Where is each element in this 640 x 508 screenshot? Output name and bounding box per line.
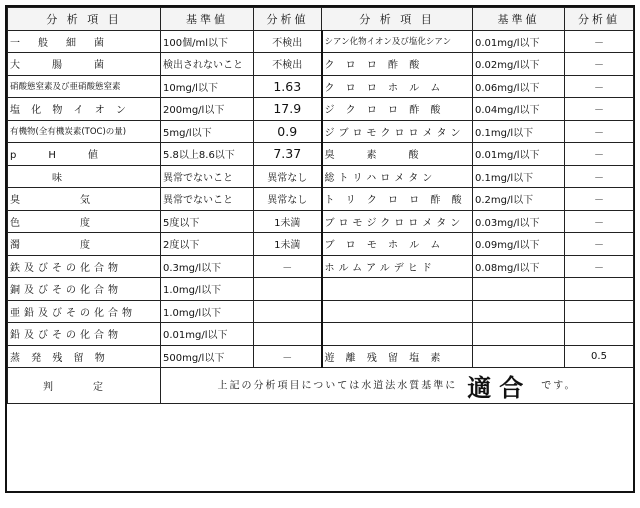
result-left-cell: 不検出 — [254, 53, 322, 76]
verdict-text-before: 上記の分析項目については水道法水質基準に — [217, 380, 458, 392]
table-row — [8, 345, 634, 368]
standard-right-cell: 0.2mg/l以下 — [473, 188, 565, 211]
item-right-cell: ブロモジクロロメタン — [322, 210, 473, 233]
header-row — [8, 8, 634, 31]
table-row — [8, 255, 634, 278]
result-right-cell — [565, 323, 634, 346]
item-right-cell: ホルムアルデヒド — [322, 255, 473, 278]
item-left-cell: 大 腸 菌 — [8, 53, 161, 76]
result-right-cell: － — [565, 255, 634, 278]
item-right-cell: ク ロ ロ 酢 酸 — [322, 53, 473, 76]
standard-right-cell: 0.03mg/l以下 — [473, 210, 565, 233]
table-row — [8, 323, 634, 346]
table-row — [8, 30, 634, 53]
item-left-cell: 臭 気 — [8, 188, 161, 211]
standard-right-cell: 0.09mg/l以下 — [473, 233, 565, 256]
standard-left-cell: 1.0mg/l以下 — [161, 278, 254, 301]
item-right-cell: ト リ ク ロ ロ 酢 酸 — [322, 188, 473, 211]
standard-left-cell: 5度以下 — [161, 210, 254, 233]
table-row — [8, 120, 634, 143]
result-left-cell — [254, 300, 322, 323]
item-right-cell — [322, 278, 473, 301]
item-right-cell: ジ ク ロ ロ 酢 酸 — [322, 98, 473, 121]
item-right-cell: シアン化物イオン及び塩化シアン — [322, 30, 473, 53]
result-right-cell: － — [565, 165, 634, 188]
water-quality-report — [5, 5, 635, 493]
standard-right-cell — [473, 278, 565, 301]
item-left-cell: 蒸 発 残 留 物 — [8, 345, 161, 368]
item-left-cell: 濁 度 — [8, 233, 161, 256]
standard-right-cell — [473, 323, 565, 346]
item-left-cell: 硝酸態窒素及び亜硝酸態窒素 — [8, 75, 161, 98]
result-right-cell: － — [565, 120, 634, 143]
item-right-cell: ク ロ ロ ホ ル ム — [322, 75, 473, 98]
item-left-cell: 塩 化 物 イ オ ン — [8, 98, 161, 121]
result-left-cell: 1未満 — [254, 233, 322, 256]
header-result-left: 分析値 — [254, 8, 322, 31]
result-right-cell — [565, 300, 634, 323]
result-right-cell: － — [565, 98, 634, 121]
table-row — [8, 143, 634, 166]
header-standard-right: 基準値 — [473, 8, 565, 31]
result-right-cell — [565, 278, 634, 301]
result-left-cell: 1未満 — [254, 210, 322, 233]
analysis-table — [7, 7, 634, 404]
standard-left-cell: 200mg/l以下 — [161, 98, 254, 121]
verdict-statement — [161, 368, 634, 404]
standard-left-cell: 1.0mg/l以下 — [161, 300, 254, 323]
standard-left-cell: 100個/ml以下 — [161, 30, 254, 53]
result-left-cell — [254, 323, 322, 346]
item-left-cell: 色 度 — [8, 210, 161, 233]
result-right-cell: － — [565, 188, 634, 211]
standard-left-cell: 10mg/l以下 — [161, 75, 254, 98]
item-left-cell: 銅及びその化合物 — [8, 278, 161, 301]
table-row — [8, 75, 634, 98]
standard-right-cell: 0.1mg/l以下 — [473, 120, 565, 143]
result-right-cell: － — [565, 30, 634, 53]
header-item-right: 分 析 項 目 — [322, 8, 473, 31]
table-row — [8, 300, 634, 323]
table-row — [8, 278, 634, 301]
standard-left-cell: 異常でないこと — [161, 188, 254, 211]
result-left-cell: 異常なし — [254, 165, 322, 188]
item-right-cell: ブ ロ モ ホ ル ム — [322, 233, 473, 256]
result-left-cell: 17.9 — [254, 98, 322, 121]
table-row — [8, 233, 634, 256]
item-right-cell: 総トリハロメタン — [322, 165, 473, 188]
result-left-cell — [254, 278, 322, 301]
result-right-cell: 0.5 — [565, 345, 634, 368]
item-left-cell: 鉄及びその化合物 — [8, 255, 161, 278]
result-right-cell: － — [565, 210, 634, 233]
standard-left-cell: 異常でないこと — [161, 165, 254, 188]
standard-left-cell: 5mg/l以下 — [161, 120, 254, 143]
result-left-cell: 0.9 — [254, 120, 322, 143]
standard-right-cell: 0.1mg/l以下 — [473, 165, 565, 188]
table-row — [8, 210, 634, 233]
standard-right-cell: 0.04mg/l以下 — [473, 98, 565, 121]
standard-left-cell: 検出されないこと — [161, 53, 254, 76]
standard-right-cell: 0.01mg/l以下 — [473, 30, 565, 53]
result-left-cell: 異常なし — [254, 188, 322, 211]
header-result-right: 分析値 — [565, 8, 634, 31]
item-left-cell: 亜鉛及びその化合物 — [8, 300, 161, 323]
result-right-cell: － — [565, 233, 634, 256]
standard-left-cell: 2度以下 — [161, 233, 254, 256]
result-left-cell: － — [254, 345, 322, 368]
item-left-cell: 有機物(全有機炭素(TOC)の量) — [8, 120, 161, 143]
item-right-cell: ジブロモクロロメタン — [322, 120, 473, 143]
item-left-cell: 味 — [8, 165, 161, 188]
result-right-cell: － — [565, 53, 634, 76]
result-left-cell: 不検出 — [254, 30, 322, 53]
result-right-cell: － — [565, 143, 634, 166]
standard-right-cell: 0.06mg/l以下 — [473, 75, 565, 98]
result-left-cell: － — [254, 255, 322, 278]
table-row — [8, 98, 634, 121]
standard-right-cell: 0.08mg/l以下 — [473, 255, 565, 278]
standard-right-cell: 0.01mg/l以下 — [473, 143, 565, 166]
standard-left-cell: 0.01mg/l以下 — [161, 323, 254, 346]
standard-left-cell: 0.3mg/l以下 — [161, 255, 254, 278]
item-right-cell: 臭 素 酸 — [322, 143, 473, 166]
item-left-cell: p H 値 — [8, 143, 161, 166]
verdict-label: 判定 — [8, 368, 161, 404]
verdict-result: 適合 — [467, 374, 532, 402]
header-item-left: 分 析 項 目 — [8, 8, 161, 31]
item-right-cell — [322, 300, 473, 323]
standard-left-cell: 5.8以上8.6以下 — [161, 143, 254, 166]
item-left-cell: 一 般 細 菌 — [8, 30, 161, 53]
header-standard-left: 基準値 — [161, 8, 254, 31]
verdict-text-after: です。 — [541, 380, 577, 392]
table-row — [8, 188, 634, 211]
item-right-cell: 遊 離 残 留 塩 素 — [322, 345, 473, 368]
result-left-cell: 1.63 — [254, 75, 322, 98]
result-left-cell: 7.37 — [254, 143, 322, 166]
item-right-cell — [322, 323, 473, 346]
standard-right-cell — [473, 345, 565, 368]
verdict-row — [8, 368, 634, 404]
item-left-cell: 鉛及びその化合物 — [8, 323, 161, 346]
table-row — [8, 53, 634, 76]
standard-right-cell — [473, 300, 565, 323]
standard-left-cell: 500mg/l以下 — [161, 345, 254, 368]
result-right-cell: － — [565, 75, 634, 98]
table-row — [8, 165, 634, 188]
standard-right-cell: 0.02mg/l以下 — [473, 53, 565, 76]
